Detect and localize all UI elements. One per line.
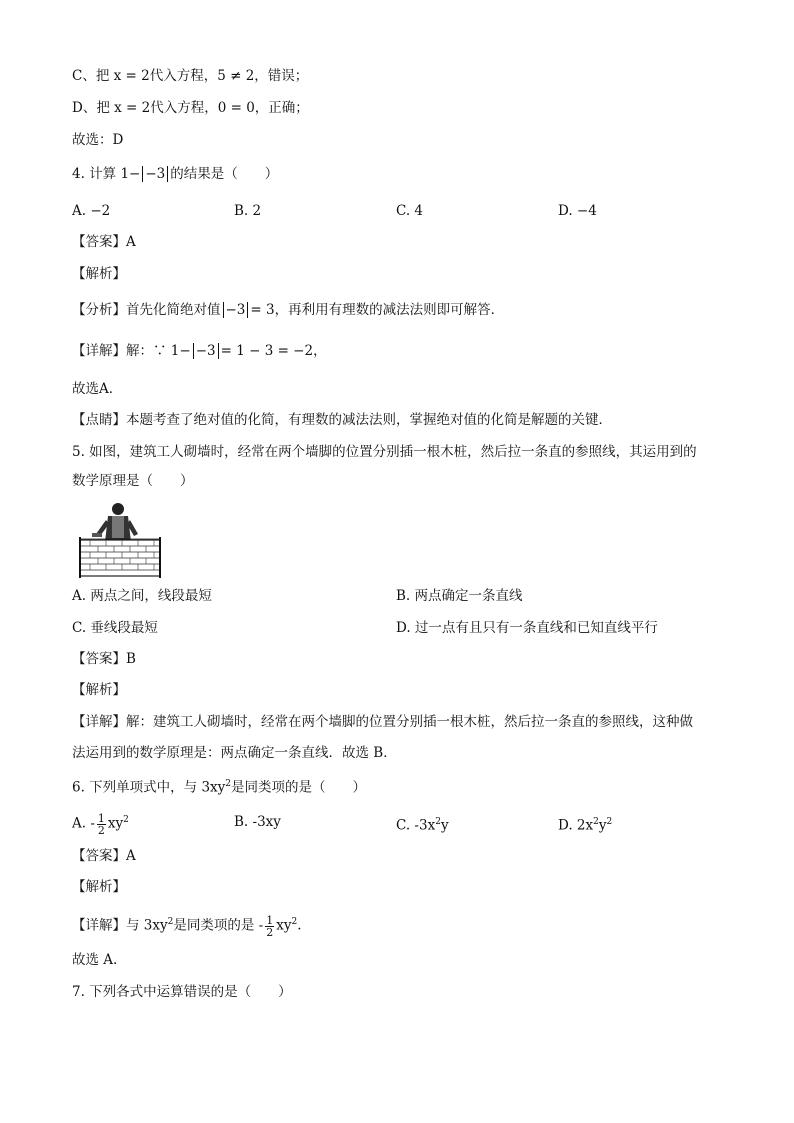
q4-stem: 4. 计算 1− −3 的结果是（ ）: [72, 166, 279, 182]
q6-option-b: B. -3xy: [234, 814, 281, 830]
q4-option-c: C. 4: [396, 203, 424, 219]
q6-option-d: D. $2x^2y^2$: [558, 817, 613, 834]
q5-option-b: B. 两点确定一条直线: [396, 588, 523, 604]
q6-option-c: C. $-3x^2y$: [396, 817, 449, 834]
q6-stem: 6. 下列单项式中，与 $3xy^2$是同类项的是（ ）: [72, 779, 367, 796]
q5-analysis-heading: 【解析】: [72, 682, 126, 698]
q6-choose: 故选 A.: [72, 952, 118, 968]
q4-option-a: A. −2: [72, 203, 111, 219]
q3-option-d-check: D、把 x = 2代入方程，0 = 0，正确；: [72, 100, 309, 116]
q4-choose: 故选A．: [72, 381, 123, 397]
q6-option-a: A. - $\frac{1}{2}$ $xy^2$: [72, 811, 129, 837]
q5-detail-line2: 法运用到的数学原理是：两点确定一条直线．故选 B．: [72, 745, 397, 761]
q4-option-b: B. 2: [234, 203, 262, 219]
q4-answer: 【答案】A: [72, 234, 136, 250]
q5-stem-line2: 数学原理是（ ）: [72, 473, 194, 489]
q5-option-c: C. 垂线段最短: [72, 620, 158, 636]
q5-stem-line1: 5. 如图，建筑工人砌墙时，经常在两个墙脚的位置分别插一根木桩，然后拉一条直的参照线，其运用到的: [72, 444, 697, 460]
q6-detail: 【详解】与 $3xy^2$是同类项的是 - $\frac{1}{2}$ $xy^2$.: [72, 913, 302, 939]
q4-option-d: D. −4: [558, 203, 597, 219]
abs-value: −3: [142, 166, 168, 182]
q4-fenxi: 【分析】首先化简绝对值 −3 = 3，再利用有理数的减法法则即可解答．: [72, 302, 505, 318]
q5-answer: 【答案】B: [72, 651, 136, 667]
bricklayer-illustration: [78, 500, 164, 580]
q5-option-d: D. 过一点有且只有一条直线和已知直线平行: [396, 620, 658, 636]
q7-stem: 7. 下列各式中运算错误的是（ ）: [72, 984, 292, 1000]
q4-comment: 【点睛】本题考查了绝对值的化简，有理数的减法法则，掌握绝对值的化简是解题的关键．: [72, 412, 612, 428]
q5-option-a: A. 两点之间，线段最短: [72, 588, 212, 604]
q6-analysis-heading: 【解析】: [72, 879, 126, 895]
fraction: $\frac{1}{2}$: [266, 913, 274, 939]
q3-option-c-check: C、把 x = 2代入方程，5 ≠ 2，错误；: [72, 68, 309, 84]
q4-detail: 【详解】解：∵ 1− −3 = 1 − 3 = −2，: [72, 343, 327, 359]
abs-value: −3: [193, 343, 219, 359]
fraction: $\frac{1}{2}$: [97, 811, 105, 837]
q5-detail-line1: 【详解】解：建筑工人砌墙时，经常在两个墙脚的位置分别插一根木桩，然后拉一条直的参照线，这种做: [72, 714, 693, 730]
q6-answer: 【答案】A: [72, 848, 136, 864]
q4-analysis-heading: 【解析】: [72, 266, 126, 282]
abs-value: −3: [223, 302, 249, 318]
q3-choose: 故选：D: [72, 132, 124, 148]
